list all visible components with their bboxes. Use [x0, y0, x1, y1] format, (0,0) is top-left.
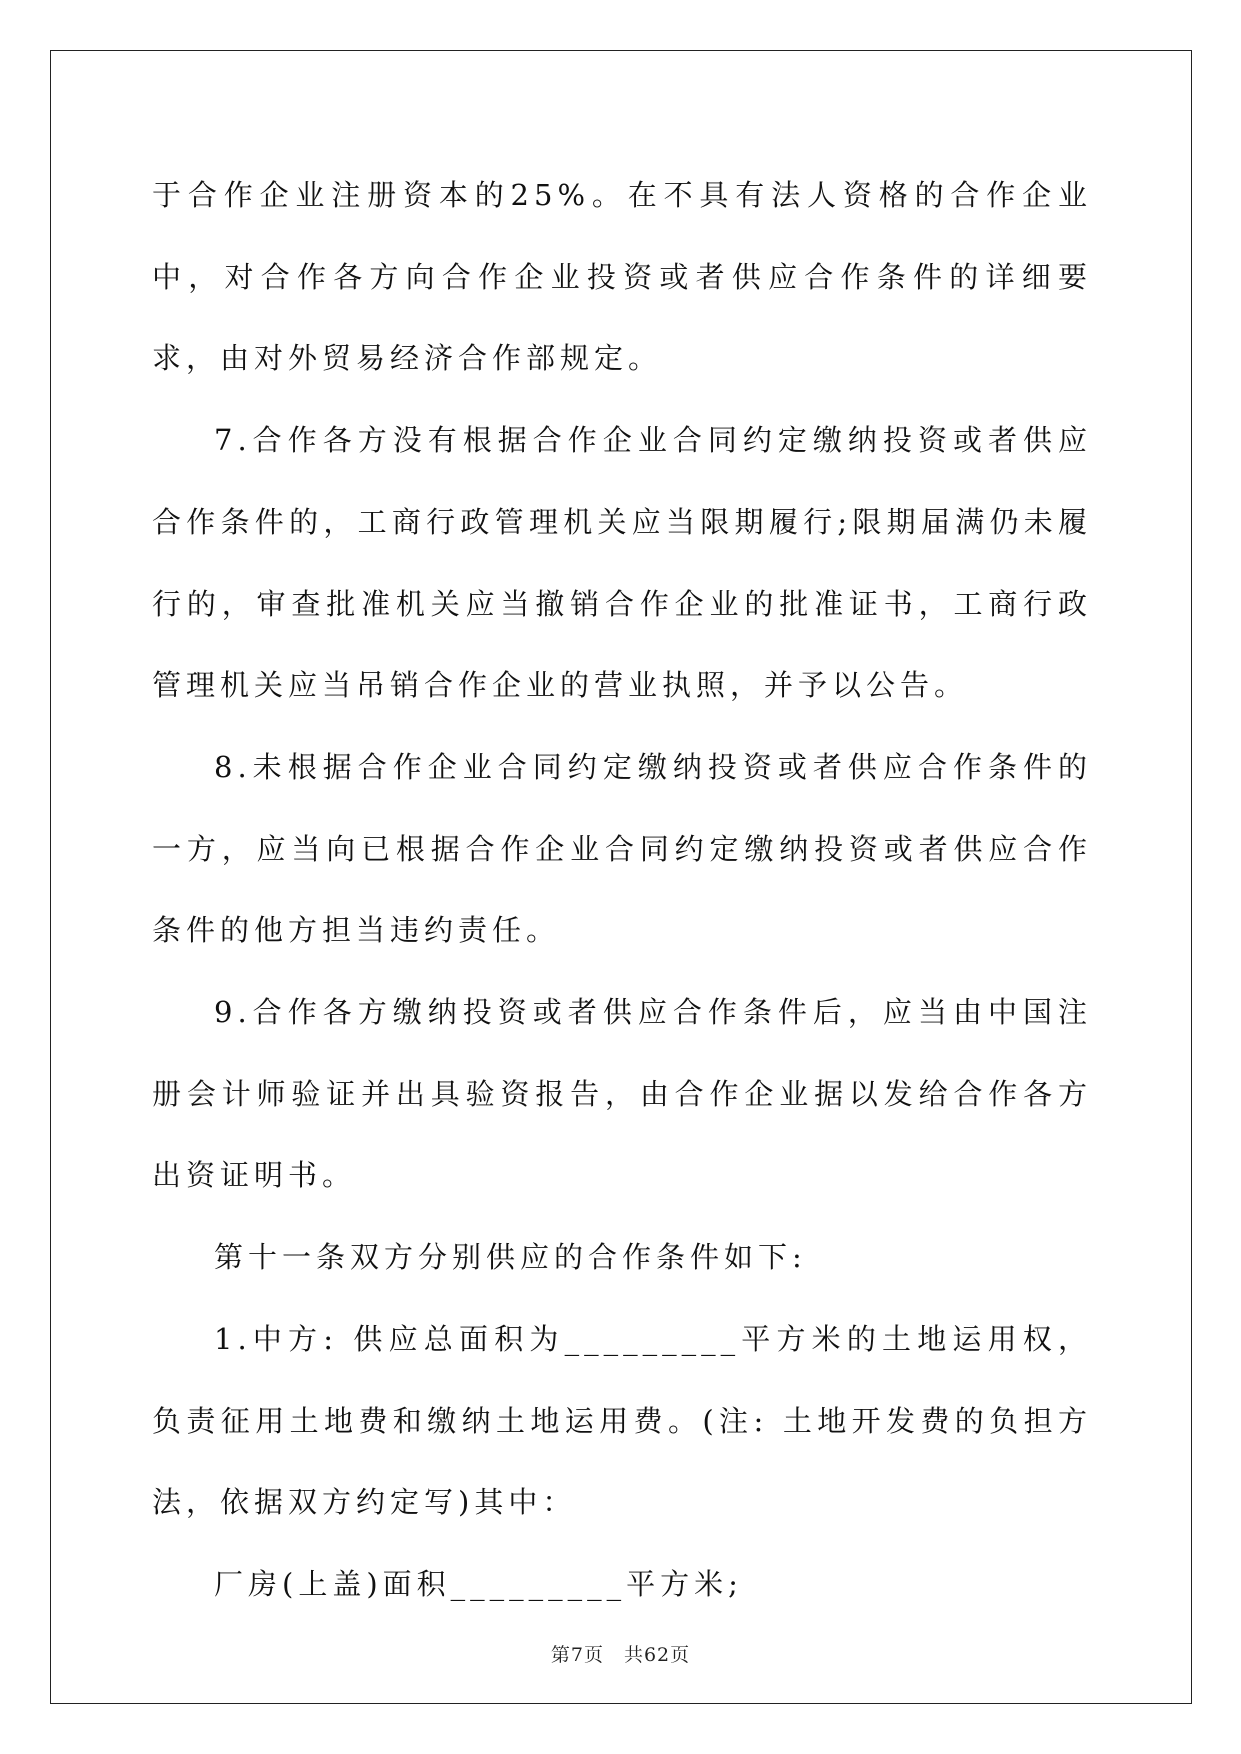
paragraph-clause-9: 9.合作各方缴纳投资或者供应合作条件后，应当由中国注册会计师验证并出具验资报告，由合作企业据以发给合作各方出资证明书。: [152, 995, 1092, 1193]
page-number-footer: 第7页 共62页: [550, 1644, 691, 1666]
paragraph-clause-8: 8.未根据合作企业合同约定缴纳投资或者供应合作条件的一方，应当向已根据合作企业合同约定缴纳投资或者供应合作条件的他方担当违约责任。: [152, 749, 1092, 948]
paragraph-item-1-chinese-party: 1.中方: 供应总面积为_________平方米的土地运用权，负责征用土地费和缴纳土地运用费。(注: 土地开发费的负担方法，依据双方约定写)其中：: [152, 1321, 1092, 1520]
paragraph-1: 于合作企业注册资本的25%。在不具有法人资格的合作企业中，对合作各方向合作企业投资或者供应合作条件的详细要求，由对外贸易经济合作部规定。: [152, 178, 1092, 376]
document-body: [152, 155, 1092, 1626]
paragraph-article-11: 第十一条双方分别供应的合作条件如下:: [214, 1240, 807, 1275]
paragraph-clause-7: 7.合作各方没有根据合作企业合同约定缴纳投资或者供应合作条件的，工商行政管理机关应当限期履行;限期届满仍未履行的，审查批准机关应当撤销合作企业的批准证书，工商行政管理机关应当吊销合作企业的营业执照，并予以公告。: [152, 423, 1092, 703]
paragraph-factory-area: 厂房(上盖)面积_________平方米;: [214, 1566, 743, 1601]
